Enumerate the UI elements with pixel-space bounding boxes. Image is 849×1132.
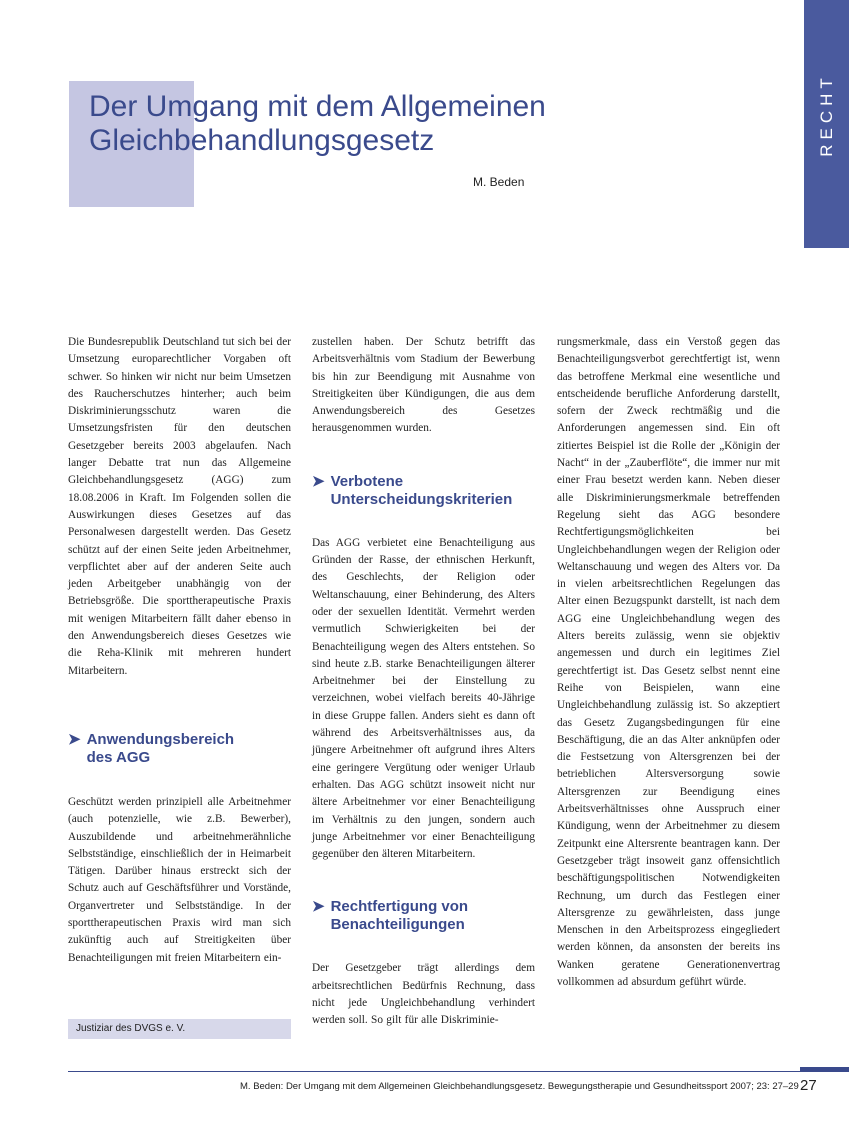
section-heading-anwendungsbereich bbox=[68, 731, 291, 767]
section-heading-rechtfertigung bbox=[312, 898, 535, 934]
title-line-2: Gleichbehandlungsgesetz bbox=[89, 124, 435, 157]
paragraph: rungsmerkmale, dass ein Verstoß gegen das Benachteiligungsverbot gerechtfertigt ist, wenn das betroffene Merkmal eine wesentliche und entscheidende berufliche Anforderung darstellt, sofern der Zweck rechtmäßig und die Anforderungen angemessen sind. Ein oft zitiertes Beispiel ist die Rolle der „Königin der Nacht“ in der „Zauberflöte“, die immer nur mit einer Frau besetzt werden kann. Neben dieser alle Diskriminierungsmerkmale betreffenden Regelung sieht das AGG besondere Rechtfertigungsmöglichkeiten bei Ungleichbehandlungen wegen der Religion oder Weltanschauung und wegen des Alters vor. Da in vielen arbeitsrechtlichen Regelungen das Alter einen Bezugspunkt darstellt, ist nach dem AGG eine Ungleichbehandlung wegen des Alters bereits zulässig, wenn sie objektiv angemessen und durch ein legitimes Ziel gerechtfertigt ist. Das Gesetz selbst nennt eine Reihe von Beispielen, wann eine Ungleichbehandlung zulässig ist. So akzeptiert das Gesetz Zugangsbedingungen für eine Beschäftigung, die an das Alter anknüpfen oder die Festsetzung von Altersgrenzen bei der betrieblichen Altersversorgung sowie Altersgrenzen zur Beendigung eines Arbeitsverhältnisses ohne Ausspruch einer Kündigung, wenn der Arbeitnehmer zu diesem Zeitpunkt eine Altersrente beantragen kann. Der Gesetzgeber trägt insoweit ganz offensichtlich beschäftigungspolitischen Notwendigkeiten Rechnung, um durch das Festlegen einer Altersgrenze zu gewährleisten, dass junge Menschen in den Arbeitsprozess eingegliedert werden können, da ansonsten der bereits ins Wanken geratene Generationenvertrag vollkommen ad absurdum geführt würde. bbox=[557, 336, 780, 988]
section-tab-label: RECHT bbox=[816, 73, 836, 157]
heading-line: Verbotene bbox=[330, 472, 404, 490]
section-heading-text bbox=[331, 898, 469, 934]
chevron-arrow-icon: ➤ bbox=[312, 898, 325, 916]
section-tab bbox=[804, 0, 849, 248]
heading-line: Rechtfertigung von bbox=[330, 898, 469, 916]
footer-accent-bar bbox=[800, 1067, 849, 1072]
paragraph: Der Gesetzgeber trägt allerdings dem arbeitsrechtlichen Bedürfnis Rechnung, dass nicht jede Ungleichbehandlung verhindert werden soll. So gilt für alle Diskriminie- bbox=[312, 962, 535, 1027]
page-number: 27 bbox=[800, 1077, 817, 1094]
title-line-1: Der Umgang mit dem Allgemeinen bbox=[89, 90, 546, 123]
article-title bbox=[89, 90, 649, 158]
heading-line: Unterscheidungskriterien bbox=[330, 490, 513, 508]
footer-divider bbox=[68, 1071, 848, 1072]
footer-citation: M. Beden: Der Umgang mit dem Allgemeinen Gleichbehandlungsgesetz. Bewegungstherapie und Gesundheitssport 2007; 23: 27–29 bbox=[240, 1081, 799, 1092]
paragraph: Geschützt werden prinzipiell alle Arbeitnehmer (auch potenzielle, wie z.B. Bewerber), Auszubildende und arbeitnehmerähnliche Selbstständige, einschließlich der in Heimarbeit Tätigen. Darüber hinaus erstreckt sich der Schutz auch auf Geschäftsführer und Vorstände, Organvertreter und Selbstständige. In der sporttherapeutischen Praxis wird man sich zukünftig auch auf Streitigkeiten über Benachteiligungen mit freien Mitarbeitern ein- bbox=[68, 795, 291, 964]
heading-line: Anwendungsbereich bbox=[86, 730, 235, 748]
section-heading-text bbox=[87, 731, 235, 767]
paragraph: zustellen haben. Der Schutz betrifft das Arbeitsverhältnis vom Stadium der Bewerbung bis hin zur Beendigung mit Ausnahme von Streitigkeiten über Kündigungen, die aus dem Anwendungsbereich des Gesetzes herausgenommen wurden. bbox=[312, 336, 535, 435]
section-heading-text bbox=[331, 473, 513, 509]
heading-line: des AGG bbox=[86, 748, 151, 766]
author-affiliation: Justiziar des DVGS e. V. bbox=[68, 1019, 291, 1039]
section-heading-verbotene bbox=[312, 473, 535, 509]
chevron-arrow-icon: ➤ bbox=[312, 472, 325, 490]
column-1 bbox=[68, 334, 291, 967]
author: M. Beden bbox=[473, 175, 525, 189]
paragraph: Die Bundesrepublik Deutschland tut sich bei der Umsetzung europarechtlicher Vorgaben oft schwer. So hinken wir nicht nur beim Umsetzen des Raucherschutzes hinterher; auch beim Diskriminierungsschutz waren die Umsetzungsfristen für den deutschen Gesetzgeber bereits 2003 abgelaufen. Nach langer Debatte trat nun das Allgemeine Gleichbehandlungsgesetz (AGG) zum 18.08.2006 in Kraft. Im Folgenden sollen die Auswirkungen dieses Gesetzes auf das Personalwesen dargestellt werden. Das Gesetz schützt auf der einen Seite jeden Arbeitnehmer, verpflichtet aber auf der anderen Seite auch jeden Arbeitgeber unabhängig von der Betriebsgröße. Die sporttherapeutische Praxis mit wenigen Mitarbeitern fällt daher ebenso in den Anwendungsbereich dieses Gesetzes wie die Reha-Klinik mit mehreren hundert Mitarbeitern. bbox=[68, 336, 291, 677]
column-3 bbox=[557, 334, 780, 991]
heading-line: Benachteiligungen bbox=[330, 916, 465, 934]
chevron-arrow-icon: ➤ bbox=[68, 730, 81, 748]
column-2 bbox=[312, 334, 535, 1030]
paragraph: Das AGG verbietet eine Benachteiligung aus Gründen der Rasse, der ethnischen Herkunft, des Geschlechts, der Religion oder Weltanschauung, einer Behinderung, des Alters oder der sexuellen Identität. Vermehrt werden vermutlich Schwierigkeiten bei der Benachteiligung wegen des Alters entstehen. So sind heute z.B. starke Benachteiligungen älterer Arbeitnehmer bei der Einstellung zu verzeichnen, wobei vielfach bereits 40-Jährige in diese Gruppe fallen. Anders sieht es dann oft während des Arbeitsverhältnisses aus, da jüngere Arbeitnehmer oft aufgrund ihres Alters eine geringere Vergütung oder weniger Urlaub erhalten. Das AGG schützt insoweit nicht nur ältere Arbeitnehmer vor einer Benachteiligung im Verhältnis zu den jungen, sondern auch junge Arbeitnehmer vor einer Benachteiligung gegenüber den älteren Mitarbeitern. bbox=[312, 536, 535, 861]
